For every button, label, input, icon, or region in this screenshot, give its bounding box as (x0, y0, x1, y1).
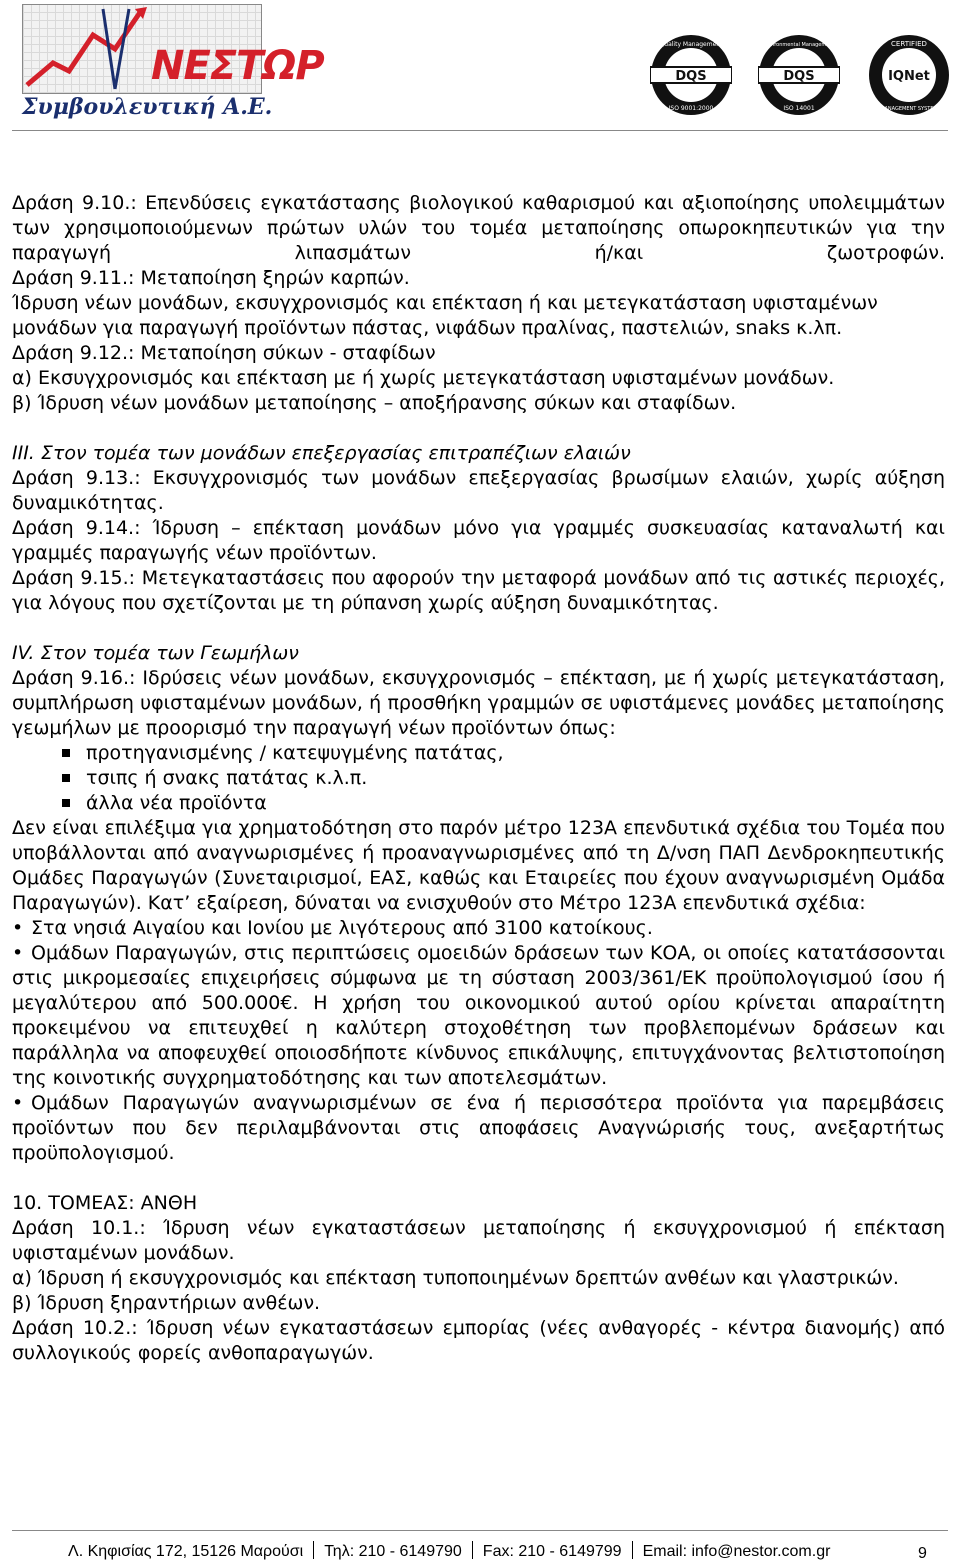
cert-badge-iso9001-icon (650, 34, 732, 116)
action-10-1-paragraph: Δράση 10.1.: Ίδρυση νέων εγκαταστάσεων μεταποίησης ή εκσυγχρονισμού ή επέκταση υφισταμένων μονάδων. (12, 1217, 945, 1264)
svg-text:Quality Management: Quality Management (659, 41, 723, 48)
action-9-11-title: Δράση 9.11.: Μεταποίηση ξηρών καρπών. (12, 267, 410, 289)
footer-fax: Fax: 210 - 6149799 (482, 1543, 622, 1560)
svg-text:ISO 9001:2000: ISO 9001:2000 (668, 105, 714, 112)
header-divider (12, 130, 948, 131)
product-list (12, 741, 945, 816)
eligibility-paragraph: Δεν είναι επιλέξιμα για χρηματοδότηση στο παρόν μέτρο 123Α επενδυτικά σχέδια του Τομέα που υποβάλλονται από αναγνωρισμένες ή προαναγνωρισμένες από τη Δ/νση ΠΑΠ Δενδροκηπευτικής Ομάδες Παραγωγών (Συνεταιρισμοί, ΕΑΣ, καθώς και Εταιρείες που έχουν αναγνωρισμένη Ομάδα Παραγωγών). Κατ’ εξαίρεση, δύναται να ενισχυθούν στο Μέτρο 123Α επενδυτικά σχέδια: (12, 817, 945, 914)
svg-text:DQS: DQS (783, 69, 815, 84)
action-10-1-item-a: α) Ίδρυση ή εκσυγχρονισμός και επέκταση τυποποιημένων δρεπτών ανθέων και γλαστρικών. (12, 1267, 899, 1289)
logo-graph-box (22, 4, 324, 94)
logo-subtitle: Συμβουλευτική Α.Ε. (22, 94, 273, 120)
page-header (0, 0, 960, 135)
section-iii-heading: ΙΙΙ. Στον τομέα των μονάδων επεξεργασίας επιτραπέζιων ελαιών (12, 442, 631, 464)
action-9-15-paragraph: Δράση 9.15.: Μετεγκαταστάσεις που αφορούν την μεταφορά μονάδων από τις αστικές περιοχές, για λόγους που σχετίζονται με τη ρύπανση χωρίς αύξηση δυναμικότητας. (12, 567, 945, 614)
action-9-14-paragraph: Δράση 9.14.: Ίδρυση – επέκταση μονάδων μόνο για γραμμές συσκευασίας καταναλωτή και γραμμές παραγωγής νέων προϊόντων. (12, 517, 945, 564)
action-9-16-paragraph: Δράση 9.16.: Ιδρύσεις νέων μονάδων, εκσυγχρονισμός – επέκταση, με ή χωρίς μετεγκατάσταση, συμπλήρωση υφισταμένων μονάδων, ή προσθήκη γραμμών σε υφιστάμενες μονάδες μεταποίησης γεωμήλων με προορισμό την παραγωγή νέων προϊόντων όπως: (12, 667, 945, 739)
list-item: τσιπς ή σνακς πατάτας κ.λ.π. (60, 766, 945, 791)
action-9-12-item-b: β) Ίδρυση νέων μονάδων μεταποίησης – αποξήρανσης σύκων και σταφίδων. (12, 392, 737, 414)
section-iv-heading: IV. Στον τομέα των Γεωμήλων (12, 642, 299, 664)
cert-badge-iso14001-icon (758, 34, 840, 116)
nestor-logo (22, 4, 324, 122)
action-9-11-description: Ίδρυση νέων μονάδων, εκσυγχρονισμός και επέκταση ή και μετεγκατάσταση υφισταμένων μονάδων για παραγωγή προϊόντων πάστας, νιφάδων πραλίνας, παστελιών, snaks κ.λπ. (12, 292, 878, 339)
cert-badge-iqnet-icon (868, 34, 950, 116)
footer-phone: Τηλ: 210 - 6149790 (324, 1543, 462, 1560)
action-9-10-paragraph: Δράση 9.10.: Επενδύσεις εγκατάστασης βιολογικού καθαρισμού και αξιοποίησης υπολειμμάτων των χρησιμοποιούμενων πρώτων υλών του τομέα μεταποίησης οπωροκηπευτικών για την παραγωγή λιπασμάτων ή/και ζωοτροφών. (12, 192, 945, 264)
exception-bullet-3: • Ομάδων Παραγωγών αναγνωρισμένων σε ένα ή περισσότερα προϊόντα για παρεμβάσεις προϊόντων που δεν περιλαμβάνονται στις αποφάσεις Αναγνώρισής τους, ανεξαρτήτως προϋπολογισμού. (12, 1092, 945, 1164)
exception-bullet-1: • Στα νησιά Αιγαίου και Ιονίου με λιγότερους από 3100 κατοίκους. (12, 917, 653, 939)
svg-text:MANAGEMENT SYSTEM: MANAGEMENT SYSTEM (880, 106, 938, 112)
action-9-12-item-a: α) Εκσυγχρονισμός και επέκταση με ή χωρίς μετεγκατάσταση υφισταμένων μονάδων. (12, 367, 835, 389)
certification-badges (650, 34, 950, 119)
action-10-2-paragraph: Δράση 10.2.: Ίδρυση νέων εγκαταστάσεων εμπορίας (νέες ανθαγορές - κέντρα διανομής) από συλλογικούς φορείς ανθοπαραγωγών. (12, 1317, 945, 1364)
svg-text:DQS: DQS (675, 69, 707, 84)
footer-divider (12, 1530, 948, 1531)
footer-address: Λ. Κηφισίας 172, 15126 Μαρούσι (68, 1543, 304, 1560)
svg-text:Environmental Management: Environmental Management (763, 42, 835, 48)
action-9-12-title: Δράση 9.12.: Μεταποίηση σύκων - σταφίδων (12, 342, 436, 364)
page-footer (68, 1541, 830, 1561)
svg-text:ISO 14001: ISO 14001 (783, 105, 815, 112)
footer-email: Email: info@nestor.com.gr (642, 1543, 831, 1560)
action-10-1-item-b: β) Ίδρυση ξηραντήριων ανθέων. (12, 1292, 321, 1314)
list-item: άλλα νέα προϊόντα (60, 791, 945, 816)
sector-10-heading: 10. ΤΟΜΕΑΣ: ΑΝΘΗ (12, 1192, 198, 1214)
svg-text:IQNet: IQNet (888, 69, 930, 84)
action-9-13-paragraph: Δράση 9.13.: Εκσυγχρονισμός των μονάδων επεξεργασίας βρωσίμων ελαιών, χωρίς αύξηση δυναμικότητας. (12, 467, 945, 514)
list-item: προτηγανισμένης / κατεψυγμένης πατάτας, (60, 741, 945, 766)
exception-bullet-2: • Ομάδων Παραγωγών, στις περιπτώσεις ομοειδών δράσεων των ΚΟΑ, οι οποίες κατατάσσονται στις μικρομεσαίες επιχειρήσεις σύμφωνα με τη σύσταση 2003/361/ΕΚ προϋπολογισμού ίσου ή μεγαλύτερου από 500.000€. Η χρήση του οικονομικού αυτού ορίου κρίνεται απαραίτητη προκειμένου να επιτευχθεί η καλύτερη στοχοθέτηση των προβλεπομένων δράσεων και παράλληλα να αποφευχθεί οποιοσδήποτε κίνδυνος επικάλυψης, επιτυγχάνοντας βελτιστοποίηση της κοινοτικής συγχρηματοδότησης και των αποτελεσμάτων. (12, 942, 945, 1089)
logo-name: ΝΕΣΤΩΡ (151, 43, 324, 89)
svg-text:CERTIFIED: CERTIFIED (891, 40, 927, 48)
page-number: 9 (918, 1545, 927, 1562)
document-body (12, 191, 945, 1366)
